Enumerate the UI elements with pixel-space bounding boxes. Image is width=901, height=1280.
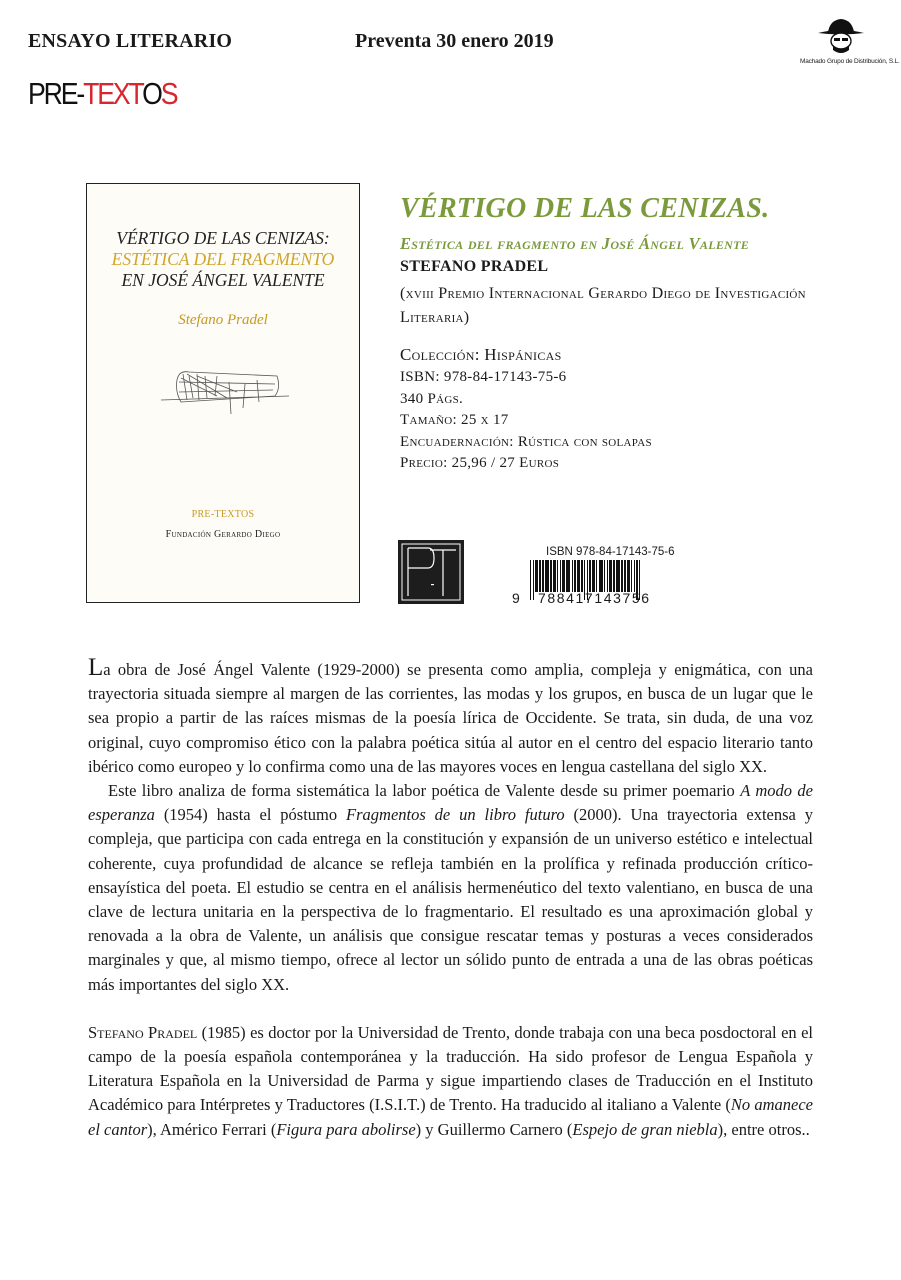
book-pages: 340 Págs. [400,390,464,407]
synopsis-paragraph-2 [88,779,813,997]
cover-author: Stefano Pradel [178,312,268,328]
drop-cap: L [88,654,104,681]
book-reference: Fragmentos de un libro futuro [346,805,565,825]
synopsis-text-run: (2000). Una trayectoria extensa y compleja, que participa con cada entrega en la constitución y expansión de un universo estético e intelectual coherente, cuya profundidad de alcance se refleja también en la prolífica y refinada producción crítico-ensayística del poeta. El estudio se centra en el análisis hermenéutico del texto valentiano, en busca de una clave de lectura unitaria en la perspectiva de lo fragmentario. El resultado es una aproximación global y renovada a la obra de Valente, un análisis que consigue rescatar temas y posturas a veces considerados marginales y que, al mismo tiempo, ofrece al lector un sólido punto de entrada a una de las obras poéticas más importantes del siglo XX. [88,805,813,994]
book-subtitle: Estética del fragmento en José Ángel Valente [400,234,750,253]
book-cover [86,183,360,603]
synopsis-paragraph-text: a obra de José Ángel Valente (1929-2000) se presenta como amplia, compleja y enigmática, con una trayectoria situada siempre al margen de las corrientes, las modas y los grupos, en busca de un lugar que le sea propio a partir de las raíces mismas de la poesía lírica de Occidente. Se trata, sin duda, de una voz original, cuyo compromiso ético con la palabra poética sitúa al autor en el centro del espacio literario tanto ibérico como europeo y lo confirma como una de las mayores voces en lengua castellana del siglo XX. [88,660,813,776]
barcode-isbn-label: ISBN 978-84-17143-75-6 [546,546,675,558]
book-title: VÉRTIGO DE LAS CENIZAS. [400,193,770,224]
bio-author-name: Stefano Pradel [88,1022,198,1042]
cover-foundation: Fundación Gerardo Diego [165,529,281,540]
book-isbn: ISBN: 978-84-17143-75-6 [400,369,567,385]
isbn-barcode [510,546,700,606]
synopsis-text-run: (1954) hasta el póstumo [154,805,347,825]
publisher-logo [28,78,176,109]
cover-title-line: ESTÉTICA DEL FRAGMENTO [111,249,335,269]
book-reference: Espejo de gran niebla [572,1119,718,1139]
bio-text-run: (1985) es doctor por la Universidad de Trento, donde trabaja con una beca posdoctoral en el campo de la poesía española contemporánea y la traducción. Ha sido profesor de Lengua Española y Literatura Española en la Universidad de Parma y sigue impartiendo clases de Traducción en el Instituto Académico para Intérpretes y Traductores (I.S.I.T.) de Trento. Ha traducido al italiano a Valente ( [88,1022,813,1115]
book-size: Tamaño: 25 x 17 [400,412,509,428]
book-author: STEFANO PRADEL [400,258,549,275]
book-reference: A modo de esperanza [88,781,813,825]
book-prize: (xviii Premio Internacional Gerardo Diego de Investigación Literaria) [400,285,806,326]
book-binding: Encuadernación: Rústica con solapas [400,433,652,450]
cover-publisher: PRE-TEXTOS [191,509,255,520]
synopsis-paragraph-1 [88,654,813,779]
author-bio [88,1021,813,1142]
synopsis-text [88,654,813,1142]
book-collection: Colección: Hispánicas [400,345,562,364]
distributor-logo [800,16,900,65]
book-info [400,192,860,475]
genre-label: ENSAYO LITERARIO [28,30,233,52]
cover-title [87,228,359,291]
publisher-logo-part: TEXT [83,76,143,111]
presale-date: Preventa 30 enero 2019 [355,30,554,52]
bio-text-run: ), Américo Ferrari ( [147,1119,277,1139]
cover-title-line: EN JOSÉ ÁNGEL VALENTE [121,270,325,290]
synopsis-text-run: Este libro analiza de forma sistemática la labor poética de Valente desde su primer poemario [108,781,741,801]
sketch-illustration [157,362,297,432]
barcode-first-digit: 9 [512,590,520,606]
pt-emblem-icon [398,540,464,604]
publisher-logo-part: S [160,76,177,111]
bio-text-run: ), entre otros.. [717,1119,810,1139]
book-price: Precio: 25,96 / 27 Euros [400,455,560,471]
book-reference: Figura para abolirse [276,1119,416,1139]
cover-title-line: VÉRTIGO DE LAS CENIZAS: [116,228,330,248]
publisher-logo-part: PRE- [28,76,84,111]
publisher-emblem [398,540,464,604]
barcode-digit-string: 788417143756 [538,590,651,606]
publisher-logo-part: O [142,76,161,111]
book-reference: No amanece el cantor [88,1095,813,1139]
distributor-name: Machado Grupo de Distribución, S.L. [800,58,900,65]
bio-text-run: ) y Guillermo Carnero ( [415,1119,573,1139]
hat-figure-icon [814,16,868,56]
